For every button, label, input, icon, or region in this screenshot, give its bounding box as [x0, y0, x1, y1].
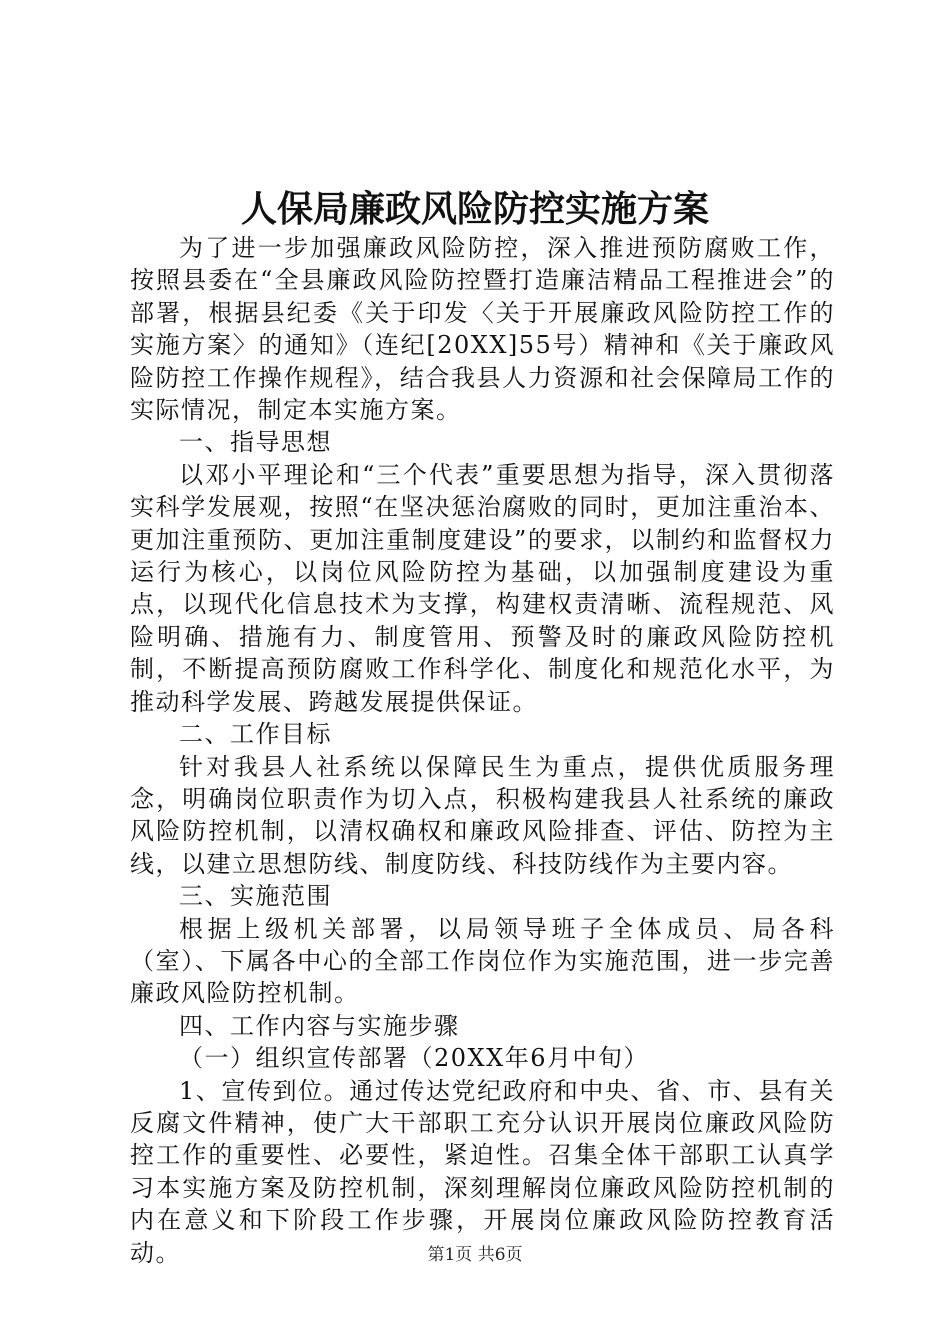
- document-title: 人保局廉政风险防控实施方案: [240, 188, 709, 230]
- section-heading-content-steps: 四、工作内容与实施步骤: [179, 1011, 460, 1040]
- publicity-paragraph: 1、宣传到位。通过传达党纪政府和中央、省、市、县有关反腐文件精神，使广大干部职工充分认识开展岗位廉政风险防控工作的重要性、必要性，紧迫性。召集全体干部职工认真学习本实施方案及防控机制，深刻理解岗位廉政风险防控机制的内在意义和下阶段工作步骤，开展岗位廉政风险防控教育活动。: [130, 1076, 835, 1267]
- work-goals-paragraph: 针对我县人社系统以保障民生为重点，提供优质服务理念，明确岗位职责作为切入点，积极构建我县人社系统的廉政风险防控机制，以清权确权和廉政风险排查、评估、防控为主线，以建立思想防线、制度防线、科技防线作为主要内容。: [130, 752, 835, 878]
- section-heading-guiding-ideology: 一、指导思想: [179, 428, 332, 457]
- scope-paragraph: 根据上级机关部署，以局领导班子全体成员、局各科（室）、下属各中心的全部工作岗位作为实施范围，进一步完善廉政风险防控机制。: [130, 914, 835, 1008]
- section-heading-scope: 三、实施范围: [179, 882, 332, 911]
- guiding-ideology-paragraph: 以邓小平理论和“三个代表”重要思想为指导，深入贯彻落实科学发展观，按照“在坚决惩治腐败的同时，更加注重治本、更加注重预防、更加注重制度建设”的要求，以制约和监督权力运行为核心，以岗位风险防控为基础，以加强制度建设为重点，以现代化信息技术为支撑，构建权责清晰、流程规范、风险明确、措施有力、制度管用、预警及时的廉政风险防控机制，不断提高预防腐败工作科学化、制度化和规范化水平，为推动科学发展、跨越发展提供保证。: [130, 460, 835, 716]
- subsection-heading-publicity: （一）组织宣传部署（20XX年6月中旬）: [179, 1044, 649, 1073]
- section-heading-work-goals: 二、工作目标: [179, 720, 332, 749]
- page-number-footer: 第1页 共6页: [427, 1245, 523, 1265]
- intro-paragraph: 为了进一步加强廉政风险防控，深入推进预防腐败工作，按照县委在“全县廉政风险防控暨打造廉洁精品工程推进会”的部署，根据县纪委《关于印发〈关于开展廉政风险防控工作的实施方案〉的通知》（连纪[20XX]55号）精神和《关于廉政风险防控工作操作规程》，结合我县人力资源和社会保障局工作的实际情况，制定本实施方案。: [130, 234, 835, 425]
- document-body: [130, 232, 835, 1269]
